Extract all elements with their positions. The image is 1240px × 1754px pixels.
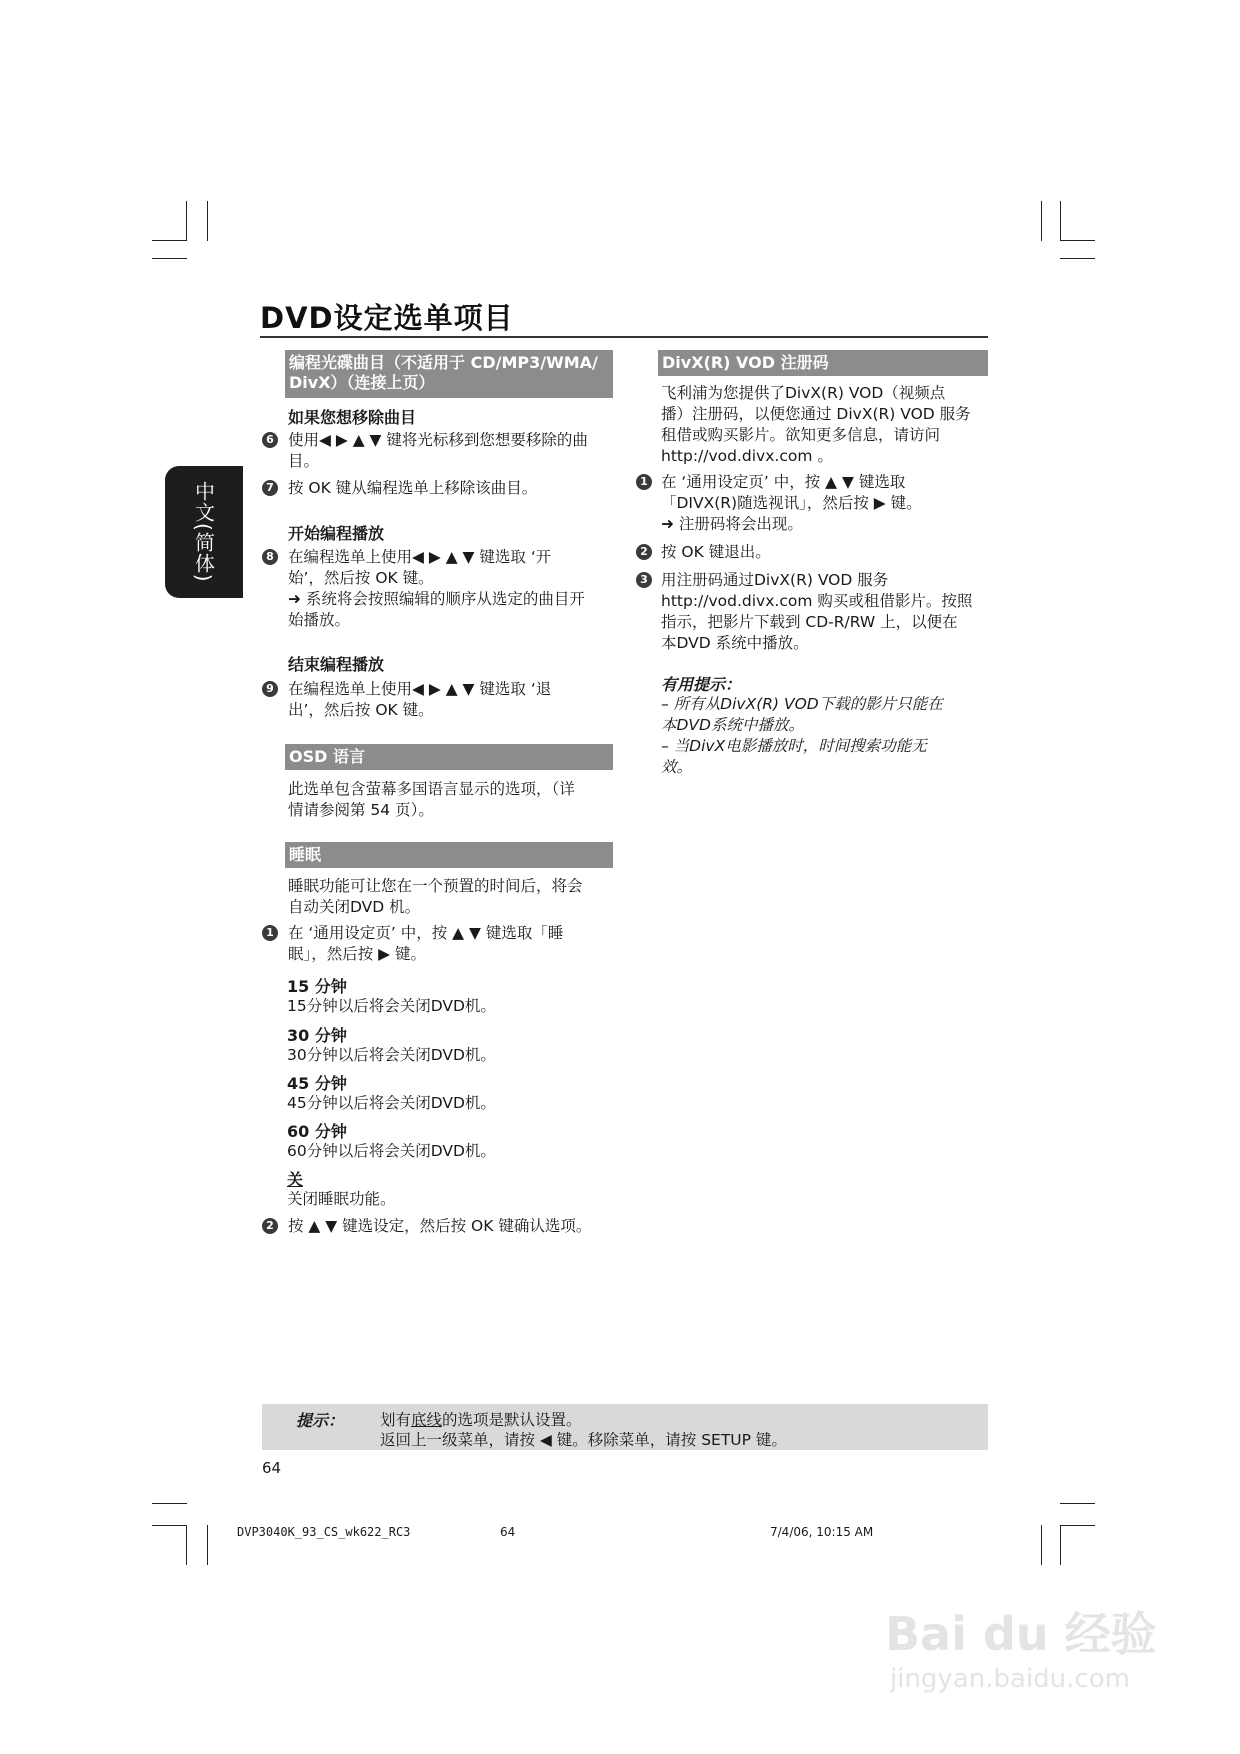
sleep-intro-text: 睡眠功能可让您在一个预置的时间后，将会 自动关闭DVD 机。 [288,877,583,916]
step-8-text: 在编程选单上使用◀ ▶ ▲ ▼ 键选取 ‘开 始’，然后按 OK 键。 ➜ 系统将会按照编辑的顺序从选定的曲目开 始播放。 [288,548,585,629]
tip-label: 提示： [296,1411,345,1430]
sleep-step-2-text: 按 ▲ ▼ 键选设定，然后按 OK 键确认选项。 [288,1217,592,1235]
section-header-divx: DivX(R) VOD 注册码 [658,350,988,376]
crop-mark [186,1525,187,1565]
page-title: DVD设定选单项目 [260,301,514,335]
crop-mark [152,240,187,241]
crop-mark [1060,240,1095,241]
footer-date: 7/4/06, 10:15 AM [770,1525,874,1539]
tip-line-1-post: 的选项是默认设置。 [442,1411,582,1429]
tip-line-1 [380,1408,582,1430]
tip-line-2: 返回上一级菜单，请按 ◀ 键。移除菜单，请按 SETUP 键。 [380,1431,787,1449]
divx-step-3-text: 用注册码通过DivX(R) VOD 服务 http://vod.divx.com 购买或租借影片。按照 指示，把影片下载到 CD-R/RW 上，以便在 本DVD 系统中播放。 [661,571,973,652]
crop-mark [1060,201,1061,241]
section-header-sleep: 睡眠 [285,842,613,868]
sleep-option-45-text: 45分钟以后将会关闭DVD机。 [287,1094,496,1112]
step-number-7: 7 [262,480,278,496]
language-tab-label: 中文(简体) [191,481,216,583]
step-number-8: 8 [262,549,278,565]
divx-step-2-text: 按 OK 键退出。 [661,543,771,561]
step-number-9: 9 [262,681,278,697]
section-header-program: 编程光碟曲目（不适用于 CD/MP3/WMA/ DivX）（连接上页） [285,350,613,398]
sleep-option-60-text: 60分钟以后将会关闭DVD机。 [287,1142,496,1160]
step-7-text: 按 OK 键从编程选单上移除该曲目。 [288,479,538,497]
crop-mark [1060,258,1095,259]
sleep-option-off-text: 关闭睡眠功能。 [287,1190,396,1208]
useful-hint-1: – 所有从DivX(R) VOD下载的影片只能在 本DVD系统中播放。 [661,695,943,734]
sleep-step-1-text: 在 ‘通用设定页’ 中，按 ▲ ▼ 键选取「睡 眠」，然后按 ▶ 键。 [288,924,564,963]
sleep-option-15-title: 15 分钟 [287,977,347,996]
sleep-step-number-2: 2 [262,1218,278,1234]
crop-mark [1060,1503,1095,1504]
crop-mark [1060,1525,1095,1526]
useful-hint-2: – 当DivX电影播放时，时间搜索功能无 效。 [661,737,927,776]
divx-intro-text: 飞利浦为您提供了DivX(R) VOD（视频点 播）注册码，以便您通过 DivX(R) VOD 服务 租借或购买影片。欲知更多信息，请访问 http://vod.divx.com 。 [661,384,971,465]
language-tab [165,466,243,598]
divx-step-number-2: 2 [636,544,652,560]
crop-mark [207,201,208,241]
osd-text: 此选单包含萤幕多国语言显示的选项，（详 情请参阅第 54 页）。 [288,780,575,819]
divx-step-number-1: 1 [636,474,652,490]
footer-page: 64 [500,1525,516,1539]
subheading-remove: 如果您想移除曲目 [288,408,417,427]
page-number: 64 [262,1459,282,1477]
sleep-option-60-title: 60 分钟 [287,1122,347,1141]
crop-mark [1041,1525,1042,1565]
crop-mark [186,201,187,241]
divx-step-number-3: 3 [636,572,652,588]
sleep-option-45-title: 45 分钟 [287,1074,347,1093]
crop-mark [152,1525,187,1526]
crop-mark [1041,201,1042,241]
crop-mark [152,258,187,259]
tip-line-1-pre: 划有 [380,1411,412,1429]
sleep-option-30-text: 30分钟以后将会关闭DVD机。 [287,1046,496,1064]
section-header-osd: OSD 语言 [285,744,613,770]
subheading-end-program: 结束编程播放 [288,655,385,674]
tip-box [262,1404,988,1450]
crop-mark [1060,1525,1061,1565]
subheading-start-program: 开始编程播放 [288,524,385,543]
crop-mark [152,1503,187,1504]
step-9-text: 在编程选单上使用◀ ▶ ▲ ▼ 键选取 ‘退 出’，然后按 OK 键。 [288,680,552,719]
sleep-option-off-title: 关 [287,1170,304,1189]
title-divider [260,336,988,338]
footer-file-name: DVP3040K_93_CS_wk622_RC3 [237,1525,411,1539]
sleep-option-15-text: 15分钟以后将会关闭DVD机。 [287,997,496,1015]
sleep-option-30-title: 30 分钟 [287,1026,347,1045]
step-6-text: 使用◀ ▶ ▲ ▼ 键将光标移到您想要移除的曲 目。 [288,431,588,470]
watermark-url: jingyan.baidu.com [890,1664,1130,1694]
tip-line-1-underlined: 底线 [411,1411,443,1429]
sleep-step-number-1: 1 [262,925,278,941]
watermark-logo: Bai du 经验 [885,1607,1157,1661]
useful-hint-title: 有用提示： [661,675,742,694]
crop-mark [207,1525,208,1565]
step-number-6: 6 [262,432,278,448]
divx-step-1-text: 在 ‘通用设定页’ 中，按 ▲ ▼ 键选取 「DIVX(R)随选视讯」，然后按 ▶ 键。 ➜ 注册码将会出现。 [661,473,922,533]
